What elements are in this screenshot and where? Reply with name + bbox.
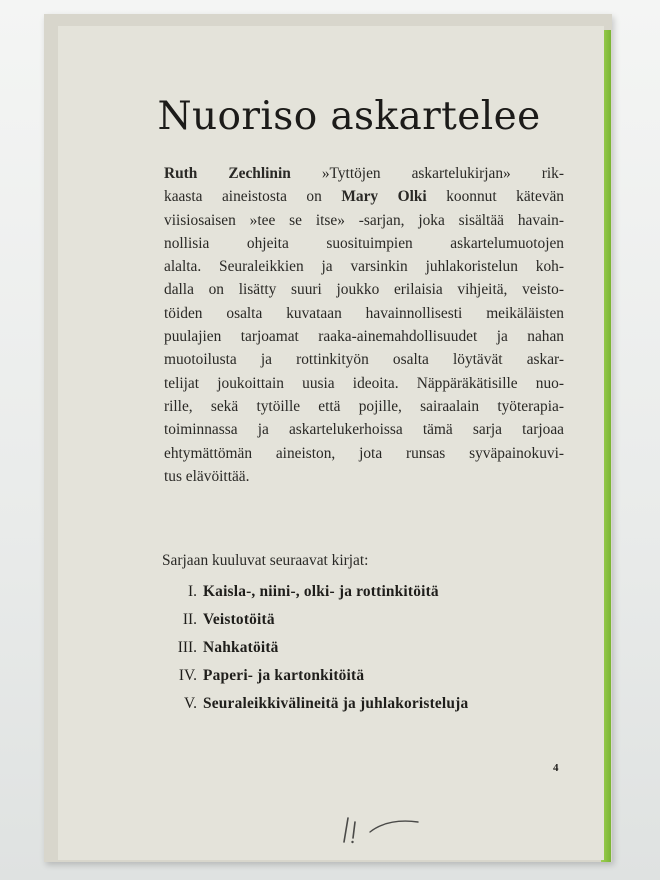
- description-line: [164, 302, 564, 325]
- description-text: »Tyttöjen askartelukirjan» rik-: [290, 165, 564, 182]
- series-title: Kaisla-, niini-, olki- ja rottinkitöitä: [203, 583, 439, 600]
- series-numeral: V.: [184, 695, 197, 712]
- description-text: töiden osalta kuvataan havainnollisesti meikäläisten: [164, 304, 564, 322]
- pencil-mark: [340, 812, 432, 852]
- description-line: [164, 395, 564, 418]
- series-list-item: [155, 667, 468, 695]
- series-list-item: [155, 639, 468, 667]
- description-text: tus elävöittää.: [164, 467, 250, 485]
- series-numeral: IV.: [178, 667, 197, 684]
- description-line: [164, 162, 564, 185]
- author-name: Ruth Zechlinin: [164, 165, 291, 182]
- series-list-item: [155, 695, 468, 723]
- description-text: puulajien tarjoamat raaka-ainemahdollisuudet ja nahan: [164, 328, 564, 346]
- description-line: [164, 185, 564, 208]
- description-text: telijat joukoittain uusia ideoita. Näppäräkätisille nuo-: [164, 374, 564, 392]
- description-line: [164, 465, 564, 488]
- series-list-item: [155, 583, 468, 611]
- description-line: [164, 372, 564, 395]
- description-line: [164, 278, 564, 301]
- series-numeral: III.: [177, 639, 197, 656]
- description-line: [164, 255, 564, 278]
- description-line: [164, 442, 564, 465]
- description-text: toiminnassa ja askartelukerhoissa tämä sarja tarjoaa: [164, 421, 564, 439]
- author-name: Mary Olki: [341, 188, 427, 206]
- series-list: [155, 583, 468, 723]
- series-title: Nahkatöitä: [203, 639, 279, 656]
- description-line: [164, 348, 564, 371]
- description-paragraph: [164, 162, 564, 488]
- series-list-item: [155, 611, 468, 639]
- description-text: muotoilusta ja rottinkityön osalta löytävät askar-: [164, 351, 564, 369]
- description-text: rille, sekä tytöille että pojille, sairaalain työterapia-: [164, 397, 564, 415]
- book-title: Nuoriso askartelee: [157, 94, 541, 139]
- description-text: alalta. Seuraleikkien ja varsinkin juhlakoristelun koh-: [164, 258, 564, 276]
- series-title: Seuraleikkivälineitä ja juhlakoristeluja: [203, 695, 469, 712]
- description-line: [164, 325, 564, 348]
- description-text: koonnut kätevän: [426, 188, 565, 206]
- series-numeral: I.: [188, 583, 197, 600]
- description-text: kaasta aineistosta on: [164, 188, 342, 206]
- description-line: [164, 418, 564, 441]
- description-text: ehtymättömän aineiston, jota runsas syväpainokuvi-: [164, 444, 564, 462]
- description-text: viisiosaisen »tee se itse» -sarjan, joka sisältää havain-: [164, 211, 564, 229]
- description-text: nollisia ohjeita suosituimpien askartelumuotojen: [164, 234, 564, 252]
- series-title: Paperi- ja kartonkitöitä: [203, 667, 365, 684]
- series-title: Veistotöitä: [203, 611, 275, 628]
- series-intro: Sarjaan kuuluvat seuraavat kirjat:: [162, 552, 369, 569]
- page-number: 4: [553, 762, 559, 774]
- description-text: dalla on lisätty suuri joukko erilaisia vihjeitä, veisto-: [164, 281, 564, 299]
- description-line: [164, 209, 564, 232]
- series-numeral: II.: [182, 611, 197, 628]
- description-line: [164, 232, 564, 255]
